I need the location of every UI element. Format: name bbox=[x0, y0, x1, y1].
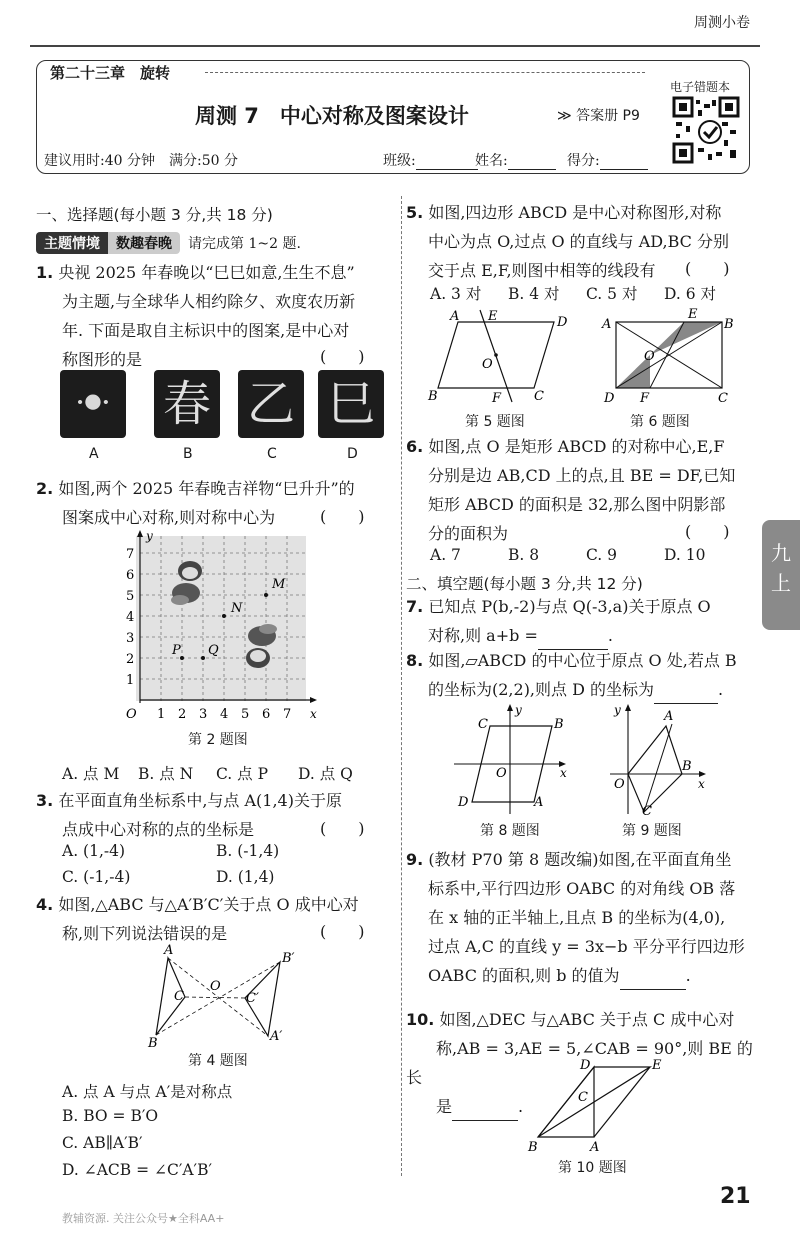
q10-label-c: C bbox=[578, 1090, 588, 1105]
q6-label-f: F bbox=[640, 391, 650, 406]
q5-option-d[interactable]: D. 6 对 bbox=[664, 285, 717, 303]
class-blank[interactable] bbox=[416, 153, 478, 170]
q2-origin: O bbox=[126, 707, 137, 722]
side-tab bbox=[762, 520, 800, 630]
q10-figure bbox=[520, 1055, 670, 1155]
q5-line1: 如图,四边形 ABCD 是中心对称图形,对称 bbox=[428, 203, 722, 222]
q3-option-a[interactable]: A. (1,-4) bbox=[62, 842, 126, 860]
q3-option-c[interactable]: C. (-1,-4) bbox=[62, 868, 131, 886]
q2-ytick-7: 7 bbox=[126, 547, 135, 562]
q6-option-b[interactable]: B. 8 bbox=[508, 546, 540, 564]
q9-label-y: y bbox=[614, 703, 621, 717]
q4-label-c-prime: C′ bbox=[246, 991, 259, 1006]
q9-label-a: A bbox=[664, 709, 674, 724]
q4-answer-paren[interactable]: ( ) bbox=[320, 922, 365, 941]
q6-line1: 如图,点 O 是矩形 ABCD 的对称中心,E,F bbox=[428, 437, 725, 456]
q5-option-a[interactable]: A. 3 对 bbox=[430, 285, 482, 303]
q2-ytick-5: 5 bbox=[126, 589, 135, 604]
answer-ref: ≫ 答案册 P9 bbox=[557, 108, 640, 124]
q10-number: 10. bbox=[406, 1010, 435, 1029]
q8-label-b: B bbox=[554, 717, 564, 732]
q9-line4: 过点 A,C 的直线 y = 3x−b 平分平行四边形 bbox=[428, 937, 745, 956]
q8-label-a: A bbox=[534, 795, 544, 810]
q4-label-c: C bbox=[174, 989, 184, 1004]
q3-line1: 在平面直角坐标系中,与点 A(1,4)关于原 bbox=[58, 791, 342, 810]
q10-line1: 如图,△DEC 与△ABC 关于点 C 成中心对 bbox=[439, 1010, 735, 1029]
question-7: 7. 已知点 P(b,-2)与点 Q(-3,a)关于原点 O 对称,则 a+b = . bbox=[406, 592, 756, 650]
q1-label-a: A bbox=[89, 446, 99, 462]
q1-option-b[interactable] bbox=[154, 370, 220, 438]
q5-label-e: E bbox=[488, 309, 498, 324]
q1-option-c[interactable] bbox=[238, 370, 304, 438]
page-number: 21 bbox=[720, 1184, 751, 1209]
q6-label-d: D bbox=[604, 391, 615, 406]
q6-label-c: C bbox=[718, 391, 728, 406]
theme-note: 请完成第 1~2 题. bbox=[188, 236, 301, 252]
side-tab-line1: 九 bbox=[771, 541, 791, 565]
q2-ytick-2: 2 bbox=[126, 652, 135, 667]
q2-xtick-6: 6 bbox=[262, 707, 271, 722]
class-field[interactable] bbox=[383, 150, 478, 170]
q3-line2: 点成中心对称的点的坐标是 bbox=[62, 820, 255, 839]
q4-option-a[interactable]: A. 点 A 与点 A′是对称点 bbox=[62, 1083, 233, 1101]
q10-label-d: D bbox=[580, 1058, 591, 1073]
q8-caption: 第 8 题图 bbox=[480, 823, 540, 839]
q1-label-c: C bbox=[267, 446, 277, 462]
q2-point-m: M bbox=[272, 577, 286, 592]
q1-option-a[interactable] bbox=[60, 370, 126, 438]
header-rule bbox=[30, 45, 760, 47]
q1-options bbox=[56, 370, 386, 460]
q9-caption: 第 9 题图 bbox=[622, 823, 682, 839]
q2-option-d[interactable]: D. 点 Q bbox=[298, 765, 353, 783]
q8-label-d: D bbox=[458, 795, 469, 810]
q9-line3: 在 x 轴的正半轴上,且点 B 的坐标为(4,0), bbox=[428, 908, 726, 927]
section2-title: 二、填空题(每小题 3 分,共 12 分) bbox=[406, 575, 643, 593]
q6-label-o: O bbox=[644, 349, 655, 364]
top-label: 周测小卷 bbox=[694, 15, 750, 31]
column-divider bbox=[401, 196, 402, 1176]
q4-label-a-prime: A′ bbox=[270, 1029, 283, 1044]
section1-title: 一、选择题(每小题 3 分,共 18 分) bbox=[36, 206, 273, 224]
q6-option-a[interactable]: A. 7 bbox=[430, 546, 461, 564]
q5-label-f: F bbox=[492, 391, 502, 406]
q5-option-b[interactable]: B. 4 对 bbox=[508, 285, 560, 303]
q1-number: 1. bbox=[36, 263, 54, 282]
q2-ytick-3: 3 bbox=[126, 631, 135, 646]
q4-label-a: A bbox=[164, 943, 174, 958]
q5-label-c: C bbox=[534, 389, 544, 404]
q2-xtick-2: 2 bbox=[178, 707, 187, 722]
q1-glyph-b: 春 bbox=[162, 376, 211, 432]
question-8: 8. 如图,▱ABCD 的中心位于原点 O 处,若点 B 的坐标为(2,2),则点 D 的坐标为 . bbox=[406, 646, 756, 704]
q10-caption: 第 10 题图 bbox=[558, 1160, 627, 1176]
q6-option-c[interactable]: C. 9 bbox=[586, 546, 618, 564]
q2-line2: 图案成中心对称,则对称中心为 bbox=[62, 508, 276, 527]
q6-line2: 分别是边 AB,CD 上的点,且 BE = DF,已知 bbox=[428, 466, 736, 485]
q2-ytick-4: 4 bbox=[126, 610, 135, 625]
q9-label-c: C bbox=[642, 804, 652, 817]
q1-glyph-d: 巳 bbox=[326, 376, 375, 432]
time-info: 建议用时:40 分钟 满分:50 分 bbox=[44, 153, 238, 169]
q4-label-b-prime: B′ bbox=[282, 951, 295, 966]
q3-answer-paren[interactable]: ( ) bbox=[320, 819, 365, 838]
q8-label-o: O bbox=[496, 766, 507, 781]
side-tab-line2: 上 bbox=[771, 571, 791, 595]
q5-line3: 交于点 E,F,则图中相等的线段有 bbox=[428, 261, 656, 280]
q4-label-o: O bbox=[210, 979, 221, 994]
q7-line1: 已知点 P(b,-2)与点 Q(-3,a)关于原点 O bbox=[428, 597, 711, 616]
q2-point-q: Q bbox=[208, 643, 219, 658]
q2-number: 2. bbox=[36, 479, 54, 498]
q4-line1: 如图,△ABC 与△A′B′C′关于点 O 成中心对 bbox=[58, 895, 359, 914]
q2-xtick-3: 3 bbox=[199, 707, 208, 722]
q7-line2: 对称,则 a+b = bbox=[428, 626, 538, 645]
q10-label-b: B bbox=[528, 1140, 538, 1155]
chapter-dash bbox=[205, 72, 645, 73]
q4-option-d[interactable]: D. ∠ACB = ∠C′A′B′ bbox=[62, 1161, 212, 1179]
q6-line4: 分的面积为 bbox=[428, 524, 509, 543]
qr-code[interactable] bbox=[672, 96, 740, 164]
q9-figure bbox=[600, 702, 710, 817]
q1-glyph-c: 乙 bbox=[246, 376, 295, 432]
q2-axis-x: x bbox=[310, 707, 317, 721]
q2-caption: 第 2 题图 bbox=[188, 732, 248, 748]
score-blank[interactable] bbox=[600, 153, 648, 170]
footer-watermark: 教辅资源. 关注公众号★全科AA+ bbox=[62, 1212, 225, 1225]
q9-line2: 标系中,平行四边形 OABC 的对角线 OB 落 bbox=[428, 879, 736, 898]
q2-point-n: N bbox=[231, 601, 243, 616]
q1-label-d: D bbox=[347, 446, 358, 462]
q3-number: 3. bbox=[36, 791, 54, 810]
test-title: 周测 7 中心对称及图案设计 bbox=[195, 104, 469, 128]
q2-xtick-1: 1 bbox=[157, 707, 166, 722]
q9-label-o: O bbox=[614, 777, 625, 792]
q2-figure bbox=[110, 528, 330, 728]
q1-label-b: B bbox=[183, 446, 193, 462]
q10-line3: 是 bbox=[436, 1097, 453, 1116]
q10-label-a: A bbox=[590, 1140, 600, 1155]
q5-label-b: B bbox=[428, 389, 438, 404]
q2-option-c[interactable]: C. 点 P bbox=[216, 765, 269, 783]
q1-answer-paren[interactable]: ( ) bbox=[320, 347, 365, 366]
q5-option-c[interactable]: C. 5 对 bbox=[586, 285, 638, 303]
q6-figure bbox=[598, 306, 738, 406]
name-field[interactable] bbox=[475, 150, 556, 170]
q2-axis-y: y bbox=[146, 529, 153, 543]
q5-answer-paren[interactable]: ( ) bbox=[685, 259, 730, 278]
q6-number: 6. bbox=[406, 437, 424, 456]
q4-caption: 第 4 题图 bbox=[188, 1053, 248, 1069]
theme-tag-name: 数趣春晚 bbox=[108, 232, 180, 254]
q1-line1: 央视 2025 年春晚以“巳巳如意,生生不息” bbox=[58, 263, 355, 282]
q8-label-x: x bbox=[560, 766, 567, 780]
q10-answer-blank[interactable] bbox=[452, 1104, 518, 1121]
q1-line2: 为主题,与全球华人相约除夕、欢度农历新 bbox=[62, 292, 356, 311]
q1-line3: 年. 下面是取自主标识中的图案,是中心对 bbox=[62, 321, 350, 340]
q2-answer-paren[interactable]: ( ) bbox=[320, 507, 365, 526]
q2-option-a[interactable]: A. 点 M bbox=[62, 765, 120, 783]
q4-option-c[interactable]: C. AB∥A′B′ bbox=[62, 1134, 143, 1152]
q8-line1: 如图,▱ABCD 的中心位于原点 O 处,若点 B bbox=[428, 651, 737, 670]
q10-label-e: E bbox=[652, 1058, 662, 1073]
q7-number: 7. bbox=[406, 597, 424, 616]
q5-label-d: D bbox=[557, 315, 568, 330]
q5-caption: 第 5 题图 bbox=[465, 414, 525, 430]
q5-number: 5. bbox=[406, 203, 424, 222]
score-label: 得分: bbox=[567, 153, 600, 169]
q6-line3: 矩形 ABCD 的面积是 32,那么图中阴影部 bbox=[428, 495, 726, 514]
q8-label-y: y bbox=[515, 703, 522, 717]
q8-figure bbox=[448, 702, 578, 817]
q8-line2: 的坐标为(2,2),则点 D 的坐标为 bbox=[428, 680, 655, 699]
q4-number: 4. bbox=[36, 895, 54, 914]
q2-point-p: P bbox=[172, 643, 181, 658]
theme-tag bbox=[36, 232, 301, 254]
name-blank[interactable] bbox=[508, 153, 556, 170]
q9-line1: (教材 P70 第 8 题改编)如图,在平面直角坐 bbox=[428, 850, 732, 869]
q4-option-b[interactable]: B. BO = B′O bbox=[62, 1107, 159, 1125]
q6-label-e: E bbox=[688, 307, 698, 322]
q6-answer-paren[interactable]: ( ) bbox=[685, 522, 730, 541]
knot-icon: ꔹ bbox=[74, 378, 112, 429]
q4-line2: 称,则下列说法错误的是 bbox=[62, 924, 228, 943]
question-9: 9. (教材 P70 第 8 题改编)如图,在平面直角坐 标系中,平行四边形 OABC 的对角线 OB 落 在 x 轴的正半轴上,且点 B 的坐标为(4,0), 过点 A,C 的直线 y = 3x−b 平分平行四边形 OABC 的面积,则 b 的值为 . bbox=[406, 845, 756, 990]
q1-line4: 称图形的是 bbox=[62, 350, 143, 369]
q6-label-b: B bbox=[724, 317, 734, 332]
class-label: 班级: bbox=[383, 153, 416, 169]
q5-figure bbox=[422, 306, 582, 406]
q2-xtick-7: 7 bbox=[283, 707, 292, 722]
theme-tag-label: 主题情境 bbox=[36, 232, 108, 254]
qr-label: 电子错题本 bbox=[670, 80, 731, 94]
q5-label-o: O bbox=[482, 357, 493, 372]
q8-number: 8. bbox=[406, 651, 424, 670]
q9-label-b: B bbox=[682, 759, 692, 774]
question-10: 10. 如图,△DEC 与△ABC 关于点 C 成中心对 称,AB = 3,AE = 5,∠CAB = 90°,则 BE 的长 是 . bbox=[406, 1005, 756, 1121]
q2-y-ticks bbox=[126, 547, 134, 688]
score-field[interactable] bbox=[567, 150, 648, 170]
q6-caption: 第 6 题图 bbox=[630, 414, 690, 430]
q2-option-b[interactable]: B. 点 N bbox=[138, 765, 194, 783]
q9-line5: OABC 的面积,则 b 的值为 bbox=[428, 966, 620, 985]
q1-option-d[interactable] bbox=[318, 370, 384, 438]
q2-xtick-5: 5 bbox=[241, 707, 250, 722]
q6-option-d[interactable]: D. 10 bbox=[664, 546, 706, 564]
q2-ytick-6: 6 bbox=[126, 568, 135, 583]
q5-label-a: A bbox=[450, 309, 460, 324]
chapter-label: 第二十三章 旋转 bbox=[50, 64, 171, 82]
q10-line2: 称,AB = 3,AE = 5,∠CAB = 90°,则 BE 的长 bbox=[406, 1039, 753, 1087]
q5-line2: 中心为点 O,过点 O 的直线与 AD,BC 分别 bbox=[428, 232, 730, 251]
q2-xtick-4: 4 bbox=[220, 707, 229, 722]
q8-label-c: C bbox=[478, 717, 488, 732]
q4-label-b: B bbox=[148, 1036, 158, 1050]
q2-ytick-1: 1 bbox=[126, 673, 135, 688]
q9-label-x: x bbox=[698, 777, 705, 791]
q3-option-b[interactable]: B. (-1,4) bbox=[216, 842, 280, 860]
q9-number: 9. bbox=[406, 850, 424, 869]
q4-figure bbox=[140, 940, 310, 1050]
q2-x-ticks bbox=[157, 707, 291, 722]
q2-line1: 如图,两个 2025 年春晚吉祥物“巳升升”的 bbox=[58, 479, 355, 498]
q3-option-d[interactable]: D. (1,4) bbox=[216, 868, 275, 886]
q6-label-a: A bbox=[602, 317, 612, 332]
name-label: 姓名: bbox=[475, 153, 508, 169]
q9-answer-blank[interactable] bbox=[620, 973, 686, 990]
